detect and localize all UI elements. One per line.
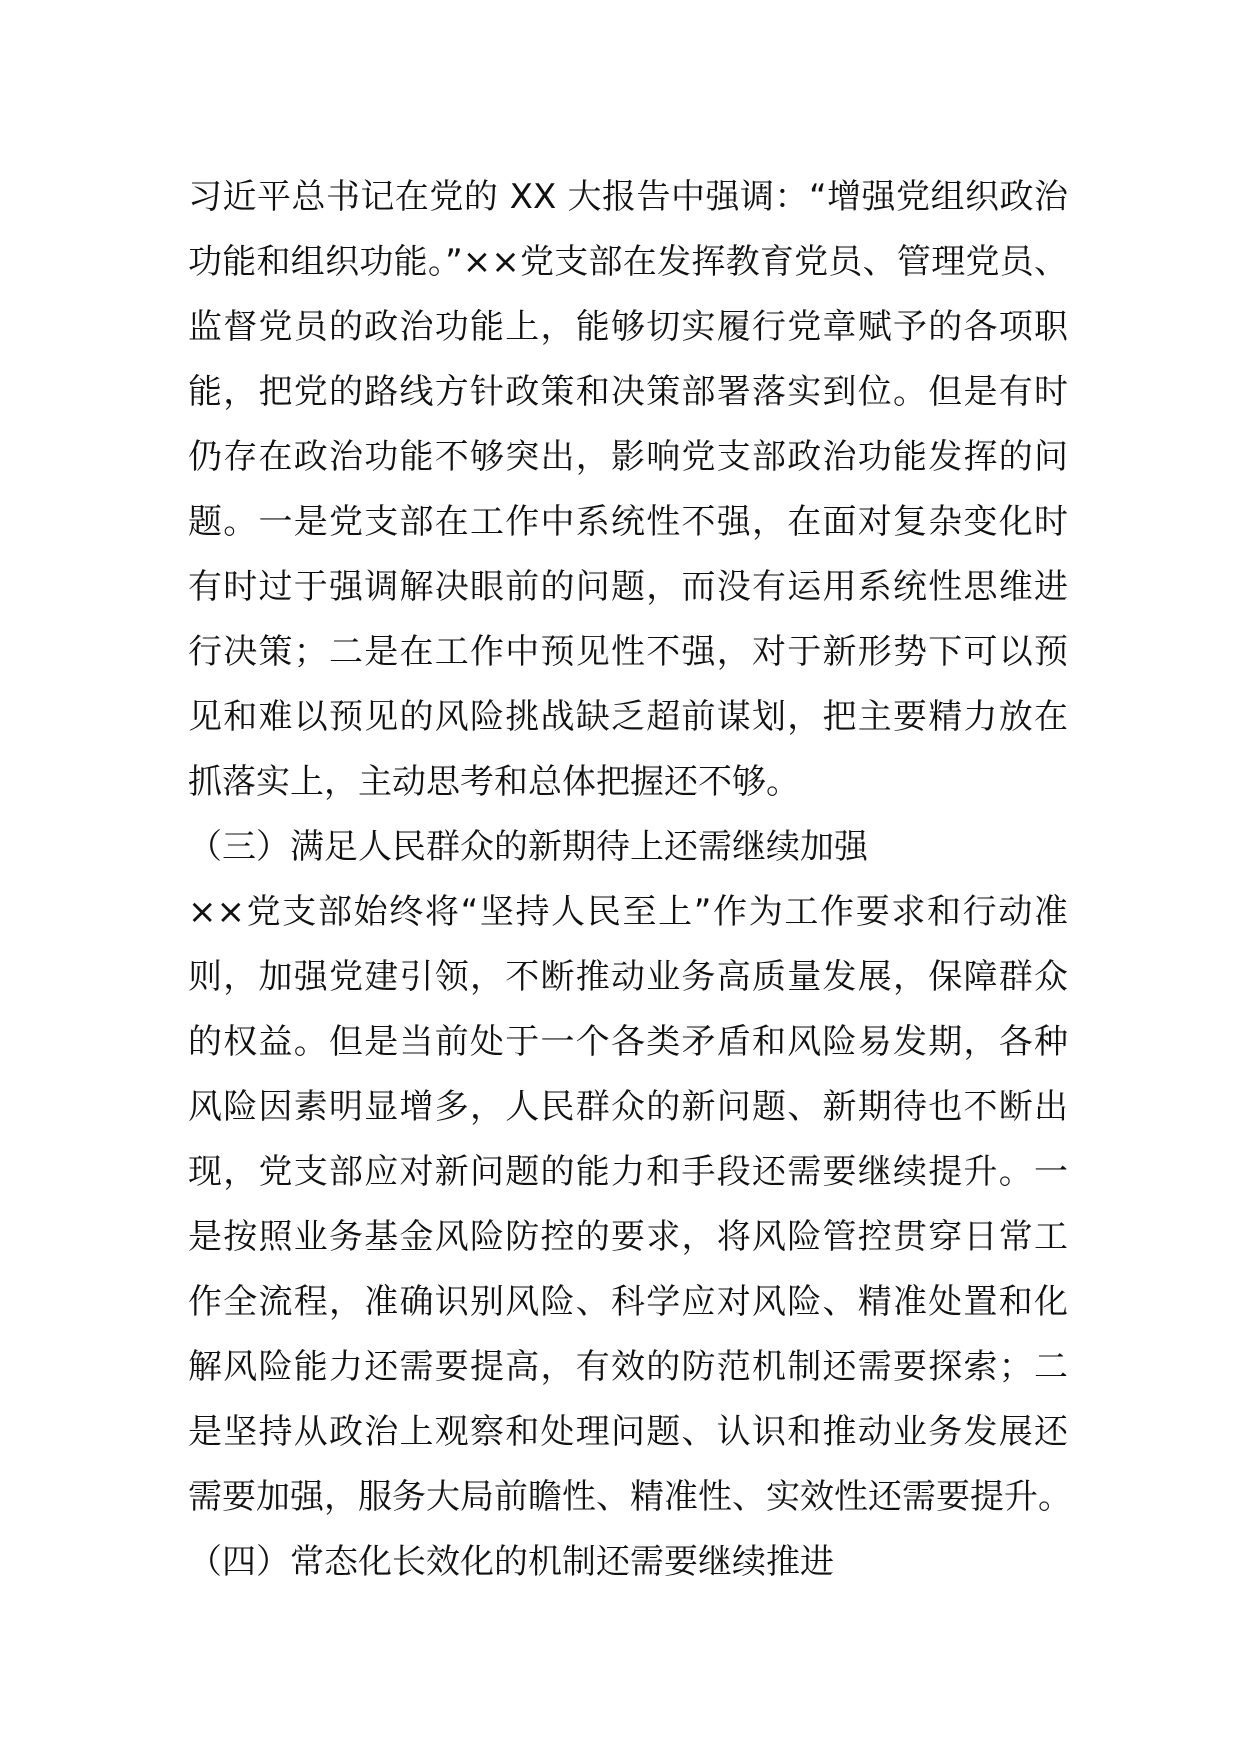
paragraph-line: 作全流程，准确识别风险、科学应对风险、精准处置和化 [188, 1282, 1068, 1322]
paragraph-line: 抓落实上，主动思考和总体把握还不够。 [188, 762, 800, 802]
paragraph-line: 现，党支部应对新问题的能力和手段还需要继续提升。一 [188, 1152, 1068, 1192]
section-2-paragraph [188, 165, 1068, 815]
paragraph-line: 功能和组织功能。”××党支部在发挥教育党员、管理党员、 [188, 242, 1068, 282]
paragraph-line: 见和难以预见的风险挑战缺乏超前谋划，把主要精力放在 [188, 697, 1068, 737]
paragraph-line: 行决策；二是在工作中预见性不强，对于新形势下可以预 [188, 632, 1068, 672]
paragraph-line: 仍存在政治功能不够突出，影响党支部政治功能发挥的问 [188, 437, 1068, 477]
paragraph-line: 需要加强，服务大局前瞻性、精准性、实效性还需要提升。 [188, 1477, 1072, 1517]
paragraph-line: ××党支部始终将“坚持人民至上”作为工作要求和行动准 [188, 892, 1068, 932]
paragraph-line: 风险因素明显增多，人民群众的新问题、新期待也不断出 [188, 1087, 1068, 1127]
paragraph-line: 是按照业务基金风险防控的要求，将风险管控贯穿日常工 [188, 1217, 1068, 1257]
section-3-heading: （三）满足人民群众的新期待上还需继续加强 [188, 827, 868, 867]
paragraph-line: 习近平总书记在党的 XX 大报告中强调：“增强党组织政治 [188, 177, 1068, 217]
paragraph-line: 则，加强党建引领，不断推动业务高质量发展，保障群众 [188, 957, 1068, 997]
paragraph-line: 监督党员的政治功能上，能够切实履行党章赋予的各项职 [188, 307, 1068, 347]
paragraph-line: 解风险能力还需要提高，有效的防范机制还需要探索；二 [188, 1347, 1068, 1387]
paragraph-line: 的权益。但是当前处于一个各类矛盾和风险易发期，各种 [188, 1022, 1068, 1062]
paragraph-line: 题。一是党支部在工作中系统性不强，在面对复杂变化时 [188, 502, 1068, 542]
section-3-paragraph [188, 880, 1072, 1530]
section-4-heading: （四）常态化长效化的机制还需要继续推进 [188, 1542, 834, 1582]
document-body [188, 165, 1072, 1595]
paragraph-line: 有时过于强调解决眼前的问题，而没有运用系统性思维进 [188, 567, 1068, 607]
paragraph-line: 能，把党的路线方针政策和决策部署落实到位。但是有时 [188, 372, 1068, 412]
paragraph-line: 是坚持从政治上观察和处理问题、认识和推动业务发展还 [188, 1412, 1068, 1452]
